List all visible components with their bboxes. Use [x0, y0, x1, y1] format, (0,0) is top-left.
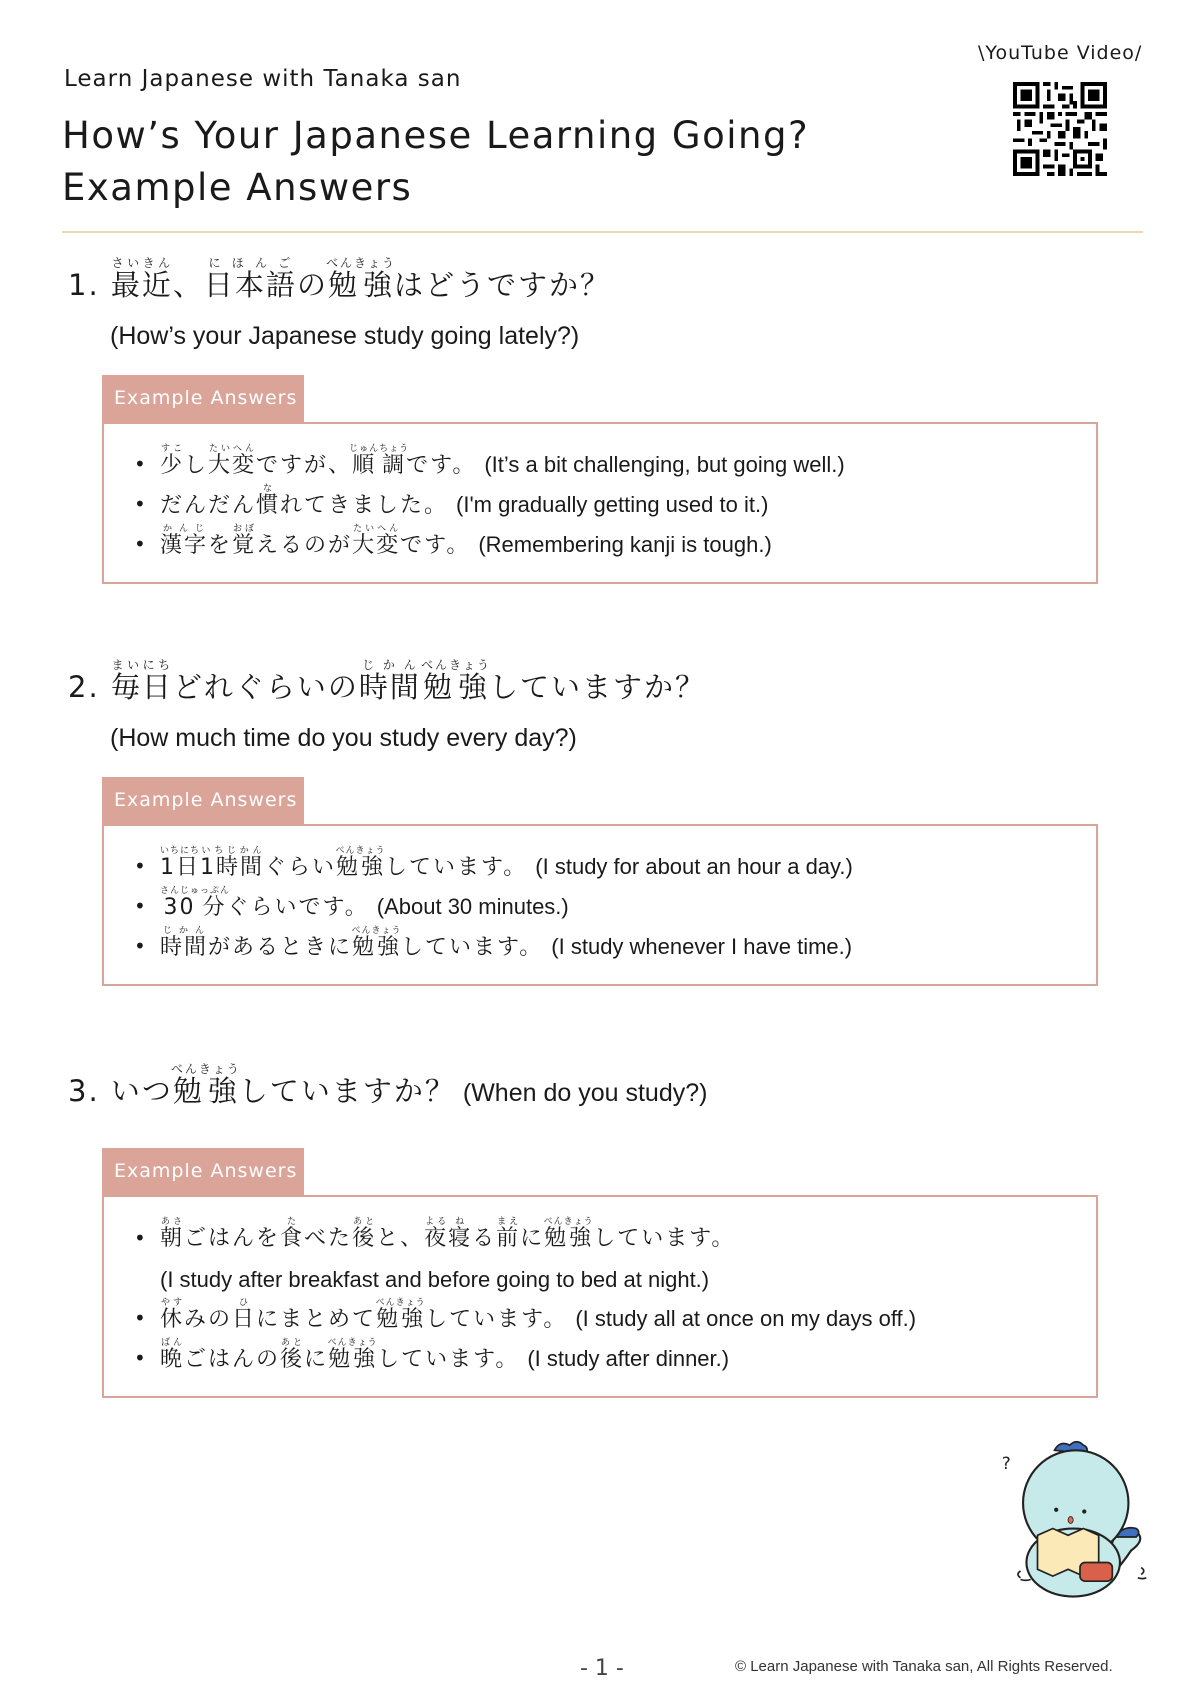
furigana-word: 時間じかん [358, 658, 421, 704]
furigana-word: 勉強べんきょう [543, 1217, 594, 1251]
furigana-word: 晩ばん [160, 1338, 185, 1372]
furigana-word: 最近さいきん [110, 256, 173, 302]
furigana-word: 日ひ [232, 1298, 257, 1332]
answers-list-3 [104, 1217, 1096, 1378]
bullet-icon: • [134, 1226, 146, 1250]
page-number: - 1 - [580, 1656, 624, 1681]
question-2-translation: (How much time do you study every day?) [110, 724, 577, 752]
answer-english: (It’s a bit challenging, but going well.) [484, 452, 845, 477]
copyright-notice: © Learn Japanese with Tanaka san, All Rights Reserved. [735, 1658, 1113, 1675]
question-text: 最近さいきん、日本語にほんごの勉強べんきょうはどうですか？ [110, 256, 611, 302]
furigana-word: 寝ね [448, 1217, 473, 1251]
question-number: 3. [68, 1074, 111, 1108]
question-3 [68, 1062, 707, 1110]
bullet-icon: • [134, 532, 146, 556]
bullet-icon: • [134, 894, 146, 918]
answer-item [104, 1338, 1096, 1378]
answer-japanese: 朝あさごはんを食たべた後あとと、夜よる寝ねる前まえに勉強べんきょうしています。 [160, 1217, 736, 1251]
youtube-video-label: \YouTube Video/ [978, 42, 1143, 64]
furigana-word: 順調じゅんちょう [349, 444, 410, 478]
answer-item [104, 444, 1096, 484]
question-1 [68, 256, 611, 304]
answer-item [104, 926, 1096, 966]
example-answers-tag-2: Example Answers [102, 777, 304, 825]
question-text: いつ勉強べんきょうしていますか？ [110, 1062, 456, 1108]
furigana-word: 休やす [160, 1298, 185, 1332]
answer-english: (About 30 minutes.) [376, 894, 569, 919]
furigana-word: 30分さんじゅっぷん [160, 886, 231, 920]
furigana-word: 毎日まいにち [110, 658, 173, 704]
answer-japanese: だんだん慣なれてきました。 [160, 484, 449, 518]
header-divider [62, 231, 1143, 233]
bullet-icon: • [134, 1346, 146, 1370]
example-answers-tag-1: Example Answers [102, 375, 304, 423]
furigana-word: 勉強べんきょう [170, 1062, 241, 1108]
question-text: 毎日まいにちどれぐらいの時間じかん勉強べんきょうしていますか？ [110, 658, 706, 704]
answer-item [104, 1298, 1096, 1338]
question-translation: (When do you study?) [455, 1079, 708, 1107]
furigana-word: 少すこ [160, 444, 185, 478]
furigana-word: 大変たいへん [352, 524, 401, 558]
answer-japanese: 晩ばんごはんの後あとに勉強べんきょうしています。 [160, 1338, 520, 1372]
answer-english: (I study for about an hour a day.) [535, 854, 853, 879]
furigana-word: 覚おぼ [232, 524, 257, 558]
answer-english: (Remembering kanji is tough.) [478, 532, 772, 557]
answer-japanese: 少すこし大変たいへんですが、順調じゅんちょうです。 [160, 444, 477, 478]
furigana-word: 1日いちにち [160, 846, 201, 880]
furigana-word: 夜よる [424, 1217, 449, 1251]
furigana-word: 勉強べんきょう [351, 926, 402, 960]
answers-list-2 [104, 846, 1096, 966]
question-mark-icon: ? [1001, 1454, 1011, 1474]
answers-box-3 [102, 1195, 1098, 1398]
answers-box-1 [102, 422, 1098, 584]
furigana-word: 時間じかん [160, 926, 209, 960]
brand-name: Learn Japanese with Tanaka san [64, 66, 462, 92]
page-title [62, 110, 809, 214]
answer-item [104, 524, 1096, 564]
title-line-2: Example Answers [62, 166, 413, 209]
answer-item [104, 886, 1096, 926]
furigana-word: 勉強べんきょう [327, 1338, 378, 1372]
answer-english: (I'm gradually getting used to it.) [456, 492, 769, 517]
furigana-word: 後あと [280, 1338, 305, 1372]
bullet-icon: • [134, 1306, 146, 1330]
qr-code-icon[interactable] [1013, 82, 1107, 176]
answer-japanese: 1日いちにち1時間いちじかんぐらい勉強べんきょうしています。 [160, 846, 528, 880]
answer-japanese: 30分さんじゅっぷんぐらいです。 [160, 886, 369, 920]
furigana-word: 勉強べんきょう [375, 1298, 426, 1332]
dinosaur-mascot-icon [995, 1430, 1165, 1610]
furigana-word: 勉強べんきょう [335, 846, 386, 880]
furigana-word: 慣な [256, 484, 281, 518]
answer-item [104, 1217, 1096, 1257]
furigana-word: 食た [280, 1217, 305, 1251]
answer-japanese: 漢字かんじを覚おぼえるのが大変たいへんです。 [160, 524, 471, 558]
answer-english: (I study after dinner.) [527, 1346, 730, 1371]
question-1-translation: (How’s your Japanese study going lately?) [110, 322, 580, 350]
furigana-word: 漢字かんじ [160, 524, 209, 558]
answer-item [104, 484, 1096, 524]
answer-japanese: 休やすみの日ひにまとめて勉強べんきょうしています。 [160, 1298, 568, 1332]
furigana-word: 1時間いちじかん [200, 846, 265, 880]
bullet-icon: • [134, 934, 146, 958]
question-number: 2. [68, 670, 111, 704]
bullet-icon: • [134, 492, 146, 516]
example-answers-tag-3: Example Answers [102, 1148, 304, 1196]
question-2 [68, 658, 706, 706]
furigana-word: 後あと [352, 1217, 377, 1251]
furigana-word: 大変たいへん [208, 444, 257, 478]
answers-box-2 [102, 824, 1098, 986]
answer-item [104, 846, 1096, 886]
furigana-word: 日本語にほんご [203, 256, 297, 302]
answer-item: (I study after breakfast and before going to bed at night.) [160, 1267, 710, 1292]
answers-list-1 [104, 444, 1096, 564]
bullet-icon: • [134, 452, 146, 476]
furigana-word: 勉強べんきょう [325, 256, 396, 302]
answer-english: (I study all at once on my days off.) [575, 1306, 917, 1331]
furigana-word: 勉強べんきょう [420, 658, 491, 704]
answer-japanese: 時間じかんがあるときに勉強べんきょうしています。 [160, 926, 544, 960]
bullet-icon: • [134, 854, 146, 878]
question-number: 1. [68, 268, 111, 302]
title-line-1: How’s Your Japanese Learning Going? [62, 114, 810, 157]
furigana-word: 朝あさ [160, 1217, 185, 1251]
furigana-word: 前まえ [496, 1217, 521, 1251]
answer-english: (I study whenever I have time.) [551, 934, 853, 959]
